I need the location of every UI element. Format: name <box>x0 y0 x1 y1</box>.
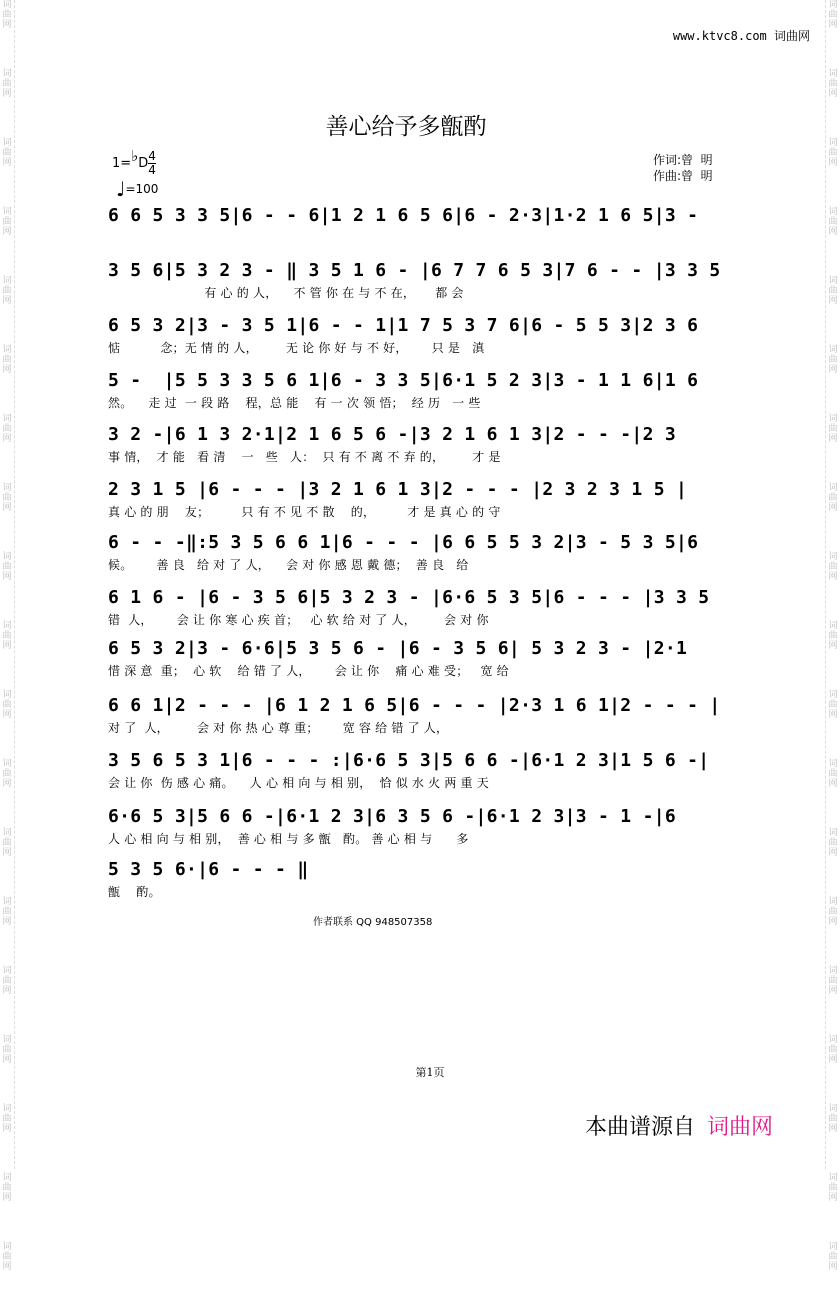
song-title: 善心给予多甑酌 <box>325 114 487 140</box>
watermark-char: 网 <box>828 1193 838 1203</box>
notation: 3 5 6|5 3 2 3 - ‖ 3 5 1 6 - |6 7 7 6 5 3|7 6 - - |3 3 5 <box>108 260 721 281</box>
site-watermark: www.ktvc8.com 词曲网 <box>672 29 810 43</box>
watermark-char: 网 <box>2 986 12 996</box>
watermark-char: 曲 <box>828 700 838 710</box>
watermark-gap <box>0 513 14 543</box>
notation: 3 2 -|6 1 3 2·1|2 1 6 5 6 -|3 2 1 6 1 3|2 - - -|2 3 <box>108 424 676 445</box>
watermark-char: 曲 <box>828 631 838 641</box>
notation: 6 5 3 2|3 - 6·6|5 3 5 6 - |6 - 3 5 6| 5 3 2 3 - |2·1 <box>108 638 688 659</box>
lyrics: 对 了 人， 会 对 你 热 心 尊 重； 宽 容 给 错 了 人， <box>108 721 449 735</box>
watermark-char: 词 <box>828 483 838 493</box>
lyrics: 甑 酌。 <box>108 885 161 899</box>
watermark-gap <box>0 720 14 750</box>
watermark-char: 曲 <box>828 769 838 779</box>
watermark-char: 网 <box>828 20 838 30</box>
key-signature <box>112 147 156 177</box>
watermark-gap <box>826 99 840 129</box>
watermark-char: 网 <box>828 296 838 306</box>
watermark-char: 词 <box>2 0 12 10</box>
notation: 6 5 3 2|3 - 3 5 1|6 - - 1|1 7 5 3 7 6|6 - 5 5 3|2 3 6 <box>108 315 699 336</box>
watermark-char: 词 <box>2 690 12 700</box>
watermark-gap <box>0 375 14 405</box>
score-line <box>108 750 744 791</box>
tempo-mark <box>116 174 159 201</box>
watermark-char: 曲 <box>828 907 838 917</box>
watermark-char: 词 <box>828 966 838 976</box>
watermark-char: 曲 <box>2 769 12 779</box>
watermark-char: 词 <box>828 0 838 10</box>
score-line <box>108 638 744 679</box>
watermark-char: 词 <box>828 345 838 355</box>
watermark-char: 网 <box>828 641 838 651</box>
watermark-gap <box>826 927 840 957</box>
watermark-gap <box>0 30 14 60</box>
watermark-gap <box>826 1134 840 1164</box>
watermark-char: 网 <box>2 503 12 513</box>
watermark-char: 网 <box>828 365 838 375</box>
watermark-char: 词 <box>2 276 12 286</box>
watermark-char: 词 <box>828 621 838 631</box>
watermark-char: 网 <box>2 227 12 237</box>
watermark-gap <box>826 513 840 543</box>
lyrics: 然。 走 过 一 段 路 程，总 能 有 一 次 领 悟； 经 历 一 些 <box>108 396 481 410</box>
lyrics: 错 人， 会 让 你 寒 心 疾 首； 心 软 给 对 了 人， 会 对 你 <box>108 613 489 627</box>
watermark-char: 词 <box>2 1242 12 1252</box>
watermark-char: 曲 <box>2 79 12 89</box>
watermark-char: 曲 <box>828 976 838 986</box>
watermark-char: 曲 <box>2 1045 12 1055</box>
watermark-char: 网 <box>2 1055 12 1065</box>
watermark-char: 曲 <box>828 10 838 20</box>
watermark-char: 网 <box>828 503 838 513</box>
score-line <box>108 424 744 465</box>
notation: 5 3 5 6·|6 - - - ‖ <box>108 859 309 880</box>
watermark-char: 词 <box>2 759 12 769</box>
watermark-char: 词 <box>2 1104 12 1114</box>
lyrics: 事 情， 才 能 看 清 一 些 人： 只 有 不 离 不 弃 的， 才 是 <box>108 450 501 464</box>
watermark-char: 曲 <box>828 286 838 296</box>
notation: 2 3 1 5 |6 - - - |3 2 1 6 1 3|2 - - - |2 3 2 3 1 5 | <box>108 479 688 500</box>
watermark-char: 网 <box>2 20 12 30</box>
watermark-gap <box>826 375 840 405</box>
watermark-char: 网 <box>2 365 12 375</box>
lyrics: 候。 善 良 给 对 了 人， 会 对 你 感 恩 戴 德； 善 良 给 <box>108 558 469 572</box>
watermark-char: 曲 <box>2 1183 12 1193</box>
lyrics: 惦 念；无 情 的 人， 无 论 你 好 与 不 好， 只 是 滇 <box>108 341 485 355</box>
watermark-char: 网 <box>2 710 12 720</box>
watermark-char: 词 <box>828 1242 838 1252</box>
page-number: 第1页 <box>415 1066 445 1079</box>
watermark-char: 词 <box>2 345 12 355</box>
watermark-char: 曲 <box>828 79 838 89</box>
flat-icon: ♭ <box>131 147 139 165</box>
watermark-char: 网 <box>2 296 12 306</box>
watermark-gap <box>0 927 14 957</box>
watermark-char: 曲 <box>2 286 12 296</box>
watermark-char: 网 <box>2 158 12 168</box>
author-contact: 作者联系 QQ 948507358 <box>313 917 433 928</box>
watermark-char: 网 <box>2 434 12 444</box>
watermark-gap <box>0 306 14 336</box>
watermark-char: 词 <box>828 414 838 424</box>
tempo-value: =100 <box>125 182 159 196</box>
watermark-gap <box>0 1272 14 1302</box>
watermark-char: 曲 <box>2 1252 12 1262</box>
watermark-char: 网 <box>828 227 838 237</box>
watermark-char: 网 <box>828 1262 838 1272</box>
watermark-gap <box>826 30 840 60</box>
source-brand: 词曲网 <box>707 1115 774 1140</box>
watermark-char: 词 <box>828 1035 838 1045</box>
watermark-gap <box>826 306 840 336</box>
watermark-char: 曲 <box>828 1183 838 1193</box>
watermark-char: 网 <box>2 641 12 651</box>
quarter-note-icon: ♩ <box>116 177 126 201</box>
watermark-char: 曲 <box>828 493 838 503</box>
watermark-char: 网 <box>828 158 838 168</box>
watermark-char: 词 <box>2 207 12 217</box>
watermark-char: 词 <box>2 69 12 79</box>
watermark-char: 网 <box>828 89 838 99</box>
watermark-char: 词 <box>828 69 838 79</box>
watermark-char: 网 <box>828 434 838 444</box>
time-beats: 4 <box>148 149 156 163</box>
watermark-char: 曲 <box>2 424 12 434</box>
watermark-char: 词 <box>828 138 838 148</box>
key-prefix: 1= <box>112 156 132 171</box>
watermark-char: 曲 <box>2 217 12 227</box>
watermark-char: 词 <box>2 552 12 562</box>
watermark-char: 曲 <box>828 1114 838 1124</box>
watermark-gap <box>826 582 840 612</box>
watermark-gap <box>826 237 840 267</box>
score-line <box>108 260 744 301</box>
score-line <box>108 587 744 628</box>
watermark-char: 曲 <box>2 631 12 641</box>
watermark-char: 曲 <box>2 976 12 986</box>
watermark-char: 词 <box>2 828 12 838</box>
watermark-char: 网 <box>2 917 12 927</box>
notation: 6 6 5 3 3 5|6 - - 6|1 2 1 6 5 6|6 - 2·3|1·2 1 6 5|3 - <box>108 205 699 226</box>
watermark-char: 曲 <box>828 355 838 365</box>
watermark-char: 网 <box>2 1193 12 1203</box>
watermark-char: 曲 <box>2 1114 12 1124</box>
watermark-char: 曲 <box>828 562 838 572</box>
watermark-gap <box>0 858 14 888</box>
watermark-gap <box>0 996 14 1026</box>
watermark-gap <box>0 1134 14 1164</box>
watermark-char: 曲 <box>2 838 12 848</box>
watermark-gap <box>826 168 840 198</box>
watermark-char: 曲 <box>828 1252 838 1262</box>
watermark-char: 词 <box>828 828 838 838</box>
watermark-char: 曲 <box>2 10 12 20</box>
watermark-char: 词 <box>828 1104 838 1114</box>
time-signature <box>148 150 156 177</box>
score-line <box>108 205 744 229</box>
watermark-char: 词 <box>828 276 838 286</box>
watermark-gap <box>0 168 14 198</box>
notation: 6·6 5 3|5 6 6 -|6·1 2 3|6 3 5 6 -|6·1 2 3|3 - 1 -|6 <box>108 806 676 827</box>
watermark-char: 网 <box>828 848 838 858</box>
watermark-char: 网 <box>828 917 838 927</box>
watermark-char: 网 <box>2 1124 12 1134</box>
watermark-gap <box>826 444 840 474</box>
watermark-char: 曲 <box>828 838 838 848</box>
watermark-char: 词 <box>2 621 12 631</box>
watermark-gap <box>826 1272 840 1302</box>
watermark-char: 网 <box>828 1055 838 1065</box>
right-watermark-strip <box>825 0 840 1272</box>
source-credit <box>585 1110 773 1141</box>
watermark-char: 网 <box>2 1262 12 1272</box>
score-line <box>108 695 744 736</box>
score-line <box>108 859 744 900</box>
watermark-char: 词 <box>2 897 12 907</box>
notation: 5 - |5 5 3 3 5 6 1|6 - 3 3 5|6·1 5 2 3|3 - 1 1 6|1 6 <box>108 370 699 391</box>
notation: 6 6 1|2 - - - |6 1 2 1 6 5|6 - - - |2·3 1 6 1|2 - - - | <box>108 695 721 716</box>
watermark-char: 词 <box>828 690 838 700</box>
composer: 作曲:曾 明 <box>653 169 713 183</box>
score-line <box>108 370 744 411</box>
watermark-char: 曲 <box>828 148 838 158</box>
watermark-char: 词 <box>828 897 838 907</box>
watermark-gap <box>826 996 840 1026</box>
watermark-char: 曲 <box>2 493 12 503</box>
notation: 6 1 6 - |6 - 3 5 6|5 3 2 3 - |6·6 5 3 5|6 - - - |3 3 5 <box>108 587 710 608</box>
watermark-gap <box>0 582 14 612</box>
watermark-char: 曲 <box>828 217 838 227</box>
lyrics: 人 心 相 向 与 相 别， 善 心 相 与 多 甑 酌。 善 心 相 与 多 <box>108 832 469 846</box>
watermark-char: 词 <box>2 1173 12 1183</box>
lyricist: 作词:曾 明 <box>653 153 713 167</box>
watermark-gap <box>0 789 14 819</box>
watermark-gap <box>826 651 840 681</box>
watermark-char: 曲 <box>828 424 838 434</box>
notation: 6 - - -‖:5 3 5 6 6 1|6 - - - |6 6 5 5 3 2|3 - 5 3 5|6 <box>108 532 699 553</box>
lyrics: 有 心 的 人， 不 管 你 在 与 不 在， 都 会 <box>108 286 464 300</box>
watermark-char: 网 <box>828 572 838 582</box>
watermark-gap <box>0 444 14 474</box>
watermark-char: 网 <box>2 848 12 858</box>
lyrics: 会 让 你 伤 感 心 痛。 人 心 相 向 与 相 别， 恰 似 水 火 两 重 天 <box>108 776 489 790</box>
score-line <box>108 806 744 847</box>
watermark-char: 网 <box>2 779 12 789</box>
watermark-char: 网 <box>2 89 12 99</box>
watermark-char: 曲 <box>2 355 12 365</box>
watermark-char: 词 <box>2 414 12 424</box>
score-line <box>108 479 744 520</box>
watermark-gap <box>826 1203 840 1233</box>
watermark-gap <box>826 858 840 888</box>
watermark-char: 网 <box>828 1124 838 1134</box>
watermark-char: 词 <box>828 759 838 769</box>
notation: 3 5 6 5 3 1|6 - - - :|6·6 5 3|5 6 6 -|6·1 2 3|1 5 6 -| <box>108 750 710 771</box>
watermark-char: 网 <box>2 572 12 582</box>
credits <box>653 152 713 184</box>
watermark-char: 曲 <box>828 1045 838 1055</box>
watermark-char: 词 <box>828 552 838 562</box>
score-line <box>108 532 744 573</box>
watermark-gap <box>826 720 840 750</box>
watermark-char: 词 <box>828 207 838 217</box>
watermark-char: 曲 <box>2 148 12 158</box>
watermark-char: 词 <box>2 483 12 493</box>
watermark-char: 曲 <box>2 562 12 572</box>
lyrics: 惜 深 意 重； 心 软 给 错 了 人， 会 让 你 痛 心 难 受； 宽 给 <box>108 664 509 678</box>
left-watermark-strip <box>0 0 15 1272</box>
watermark-char: 网 <box>828 710 838 720</box>
watermark-char: 网 <box>828 779 838 789</box>
time-unit: 4 <box>148 163 156 177</box>
watermark-gap <box>826 789 840 819</box>
watermark-gap <box>0 237 14 267</box>
watermark-gap <box>0 651 14 681</box>
score-line <box>108 315 744 356</box>
source-label: 本曲谱源自 <box>585 1115 696 1140</box>
watermark-char: 词 <box>828 1173 838 1183</box>
lyrics: 真 心 的 朋 友； 只 有 不 见 不 散 的， 才 是 真 心 的 守 <box>108 505 501 519</box>
watermark-char: 曲 <box>2 700 12 710</box>
watermark-gap <box>0 1203 14 1233</box>
watermark-char: 网 <box>828 986 838 996</box>
watermark-char: 词 <box>2 966 12 976</box>
watermark-char: 曲 <box>2 907 12 917</box>
watermark-char: 词 <box>2 1035 12 1045</box>
watermark-char: 词 <box>2 138 12 148</box>
key-note: D <box>138 156 149 171</box>
